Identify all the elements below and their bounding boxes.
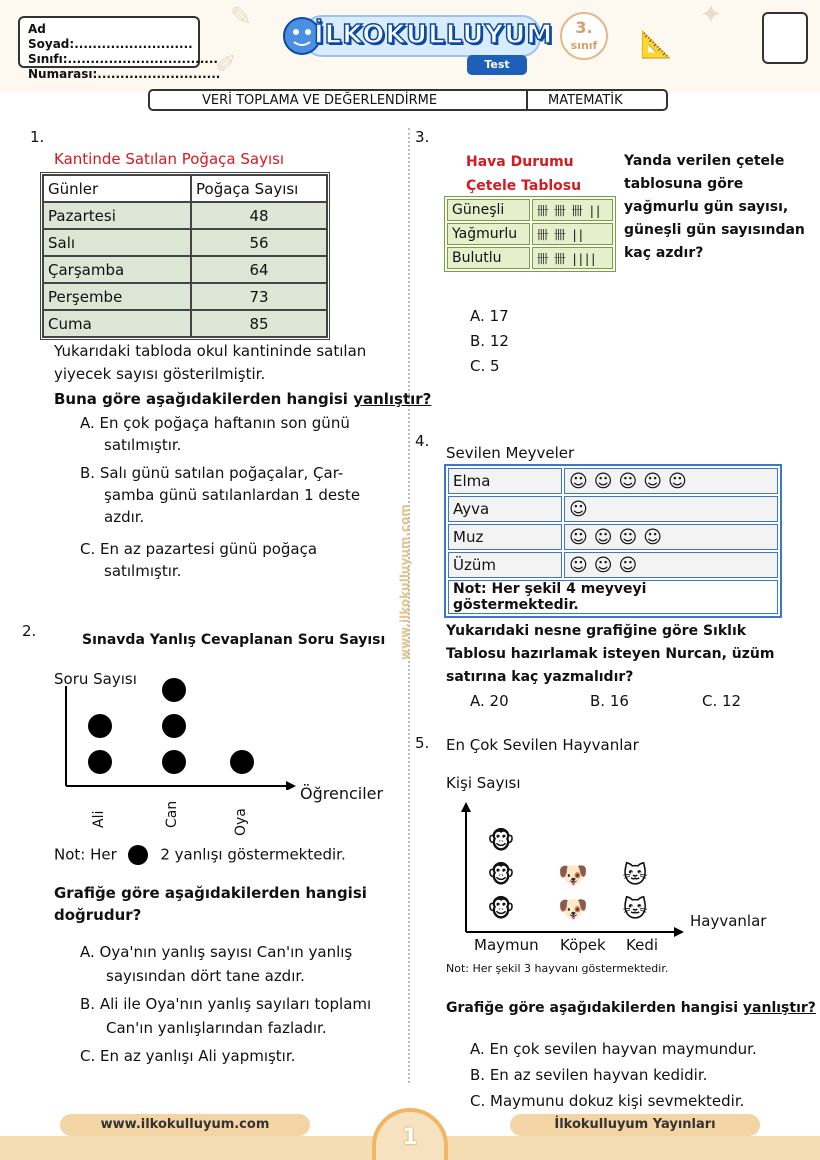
q3-title-line: Çetele Tablosu: [466, 178, 582, 194]
footer-website-link[interactable]: www.ilkokulluyum.com: [60, 1114, 310, 1136]
option-text: azdır.: [104, 508, 145, 526]
animal-label: Maymun: [474, 936, 539, 954]
q1-table: [40, 172, 330, 340]
question-4-number: 4.: [415, 432, 430, 450]
dot-mark-can: [162, 678, 186, 702]
fruit-row: [448, 552, 778, 578]
animal-mark-köpek-icon: 🐶: [558, 895, 588, 923]
q3-question-line: Yanda verilen çetele: [624, 153, 785, 169]
q4-pictograph-table: [444, 464, 782, 618]
q2-note: [54, 845, 346, 865]
question-1-number: 1.: [30, 128, 45, 146]
tally-row: [447, 199, 613, 221]
q4-note: Not: Her şekil 4 meyveyi göstermektedir.: [448, 580, 778, 614]
q2-chart-title: Sınavda Yanlış Cevaplanan Soru Sayısı: [82, 632, 386, 648]
question-3-number: 3.: [415, 128, 430, 146]
student-label-ali: Ali: [91, 810, 107, 828]
day-cell: Perşembe: [43, 283, 191, 310]
animal-mark-kedi-icon: 🐱: [622, 861, 648, 889]
q2-question-line: Grafiğe göre aşağıdakilerden hangisi: [54, 884, 367, 902]
value-cell: 48: [191, 202, 327, 229]
q5-y-label: Kişi Sayısı: [446, 774, 521, 792]
weather-label: Bulutlu: [447, 247, 530, 269]
subject-title: VERİ TOPLAMA VE DEĞERLENDİRME: [202, 93, 438, 108]
q1-option-c[interactable]: [80, 538, 317, 582]
table-header-row: [43, 175, 327, 202]
tally-marks: 卌 卌 ||: [532, 223, 613, 245]
q2-y-label: Soru Sayısı: [54, 670, 137, 688]
name-field[interactable]: Ad Soyad:..........................: [28, 22, 193, 51]
dot-mark-oya: [230, 750, 254, 774]
ruler-doodle-icon: 📐: [640, 30, 673, 60]
book-doodle-icon: ✐: [215, 50, 237, 80]
q4-question: [446, 620, 774, 689]
q3-option-b[interactable]: B. 12: [470, 332, 509, 350]
option-text: C. En az yanlışı Ali yapmıştır.: [80, 1047, 296, 1065]
student-label-oya: Oya: [233, 808, 249, 836]
class-field[interactable]: Sınıfı:.................................: [28, 52, 218, 66]
day-cell: Salı: [43, 229, 191, 256]
footer-publisher: İlkokulluyum Yayınları: [510, 1114, 760, 1136]
q5-option-b[interactable]: B. En az sevilen hayvan kedidir.: [470, 1066, 708, 1084]
number-field[interactable]: Numarası:...........................: [28, 67, 221, 81]
question-2-number: 2.: [22, 622, 37, 640]
option-text: satılmıştır.: [104, 562, 182, 580]
dot-mark-ali: [88, 750, 112, 774]
table-row: [43, 256, 327, 283]
animal-label: Köpek: [560, 936, 606, 954]
q3-title: [466, 150, 581, 198]
dot-legend-icon: [128, 845, 148, 865]
q3-option-c[interactable]: C. 5: [470, 357, 500, 375]
x-axis-arrow-icon: [674, 927, 684, 937]
q5-title: En Çok Sevilen Hayvanlar: [446, 736, 639, 754]
smiley-faces: ☺☺☺☺☺: [564, 468, 778, 494]
note-row: [448, 580, 778, 614]
smiley-faces: ☺☺☺: [564, 552, 778, 578]
q1-option-b[interactable]: [80, 462, 360, 528]
table-row: [43, 202, 327, 229]
q5-option-c[interactable]: C. Maymunu dokuz kişi sevmektedir.: [470, 1092, 745, 1110]
day-cell: Pazartesi: [43, 202, 191, 229]
fruit-label: Üzüm: [448, 552, 562, 578]
student-label-can: Can: [164, 800, 180, 828]
value-cell: 85: [191, 310, 327, 337]
value-cell: 64: [191, 256, 327, 283]
score-box: [762, 12, 808, 64]
animal-mark-kedi-icon: 🐱: [622, 895, 648, 923]
option-text: B. Ali ile Oya'nın yanlış sayıları toplamı: [80, 995, 372, 1013]
q1-table-title: Kantinde Satılan Poğaça Sayısı: [54, 150, 285, 168]
option-text: satılmıştır.: [104, 436, 182, 454]
weather-label: Yağmurlu: [447, 223, 530, 245]
q2-option-a[interactable]: [80, 940, 352, 988]
q2-note-lead: Not: Her: [54, 845, 117, 864]
dot-mark-can: [162, 750, 186, 774]
q1-question-lead: Buna göre aşağıdakilerden hangisi: [54, 390, 354, 408]
animal-mark-maymun-icon: 🐵: [487, 827, 515, 855]
tally-row: [447, 223, 613, 245]
dot-mark-ali: [88, 714, 112, 738]
smiley-faces: ☺☺☺☺: [564, 524, 778, 550]
weather-label: Güneşli: [447, 199, 530, 221]
q5-option-a[interactable]: A. En çok sevilen hayvan maymundur.: [470, 1040, 757, 1058]
q4-option-c[interactable]: C. 12: [702, 692, 742, 710]
q2-x-label: Öğrenciler: [300, 784, 384, 803]
option-text: B. Salı günü satılan poğaçalar, Çar-: [80, 464, 344, 482]
star-doodle-icon: ✦: [700, 0, 722, 30]
q2-option-c[interactable]: [80, 1044, 295, 1068]
value-cell: 56: [191, 229, 327, 256]
q5-question-key: yanlıştır?: [742, 1000, 816, 1016]
grade-label: sınıf: [570, 39, 598, 52]
q4-option-a[interactable]: A. 20: [470, 692, 509, 710]
option-text: A. En çok poğaça haftanın son günü: [80, 414, 350, 432]
q1-text-line: yiyecek sayısı gösterilmiştir.: [54, 365, 266, 383]
q2-option-b[interactable]: [80, 992, 371, 1040]
q3-question-line: kaç azdır?: [624, 245, 704, 261]
dot-mark-can: [162, 714, 186, 738]
q5-question-lead: Grafiğe göre aşağıdakilerden hangisi: [446, 1000, 743, 1016]
question-5-number: 5.: [415, 734, 430, 752]
q3-tally-table: [444, 196, 616, 272]
subject-bar: [148, 89, 668, 111]
q3-option-a[interactable]: A. 17: [470, 307, 509, 325]
q3-title-line: Hava Durumu: [466, 154, 574, 170]
q4-option-b[interactable]: B. 16: [590, 692, 629, 710]
option-text: A. Oya'nın yanlış sayısı Can'ın yanlış: [80, 943, 353, 961]
fruit-label: Elma: [448, 468, 562, 494]
watermark: www.ilkokulluyum.com: [398, 504, 412, 660]
table-row: [43, 229, 327, 256]
fruit-row: [448, 524, 778, 550]
smiley-faces: ☺: [564, 496, 778, 522]
q4-title: Sevilen Meyveler: [446, 444, 575, 462]
q5-x-label: Hayvanlar: [690, 912, 767, 930]
q3-question-line: yağmurlu gün sayısı,: [624, 199, 789, 215]
table-row: [43, 283, 327, 310]
q1-option-a[interactable]: [80, 412, 350, 456]
q1-description: [54, 340, 366, 386]
fruit-row: [448, 468, 778, 494]
tally-row: [447, 247, 613, 269]
q3-question-line: güneşli gün sayısından: [624, 222, 805, 238]
q3-question-line: tablosuna göre: [624, 176, 744, 192]
subject-divider: [526, 91, 528, 109]
test-badge: Test: [467, 55, 527, 75]
option-text: şamba günü satılanlardan 1 deste: [104, 486, 361, 504]
day-cell: Çarşamba: [43, 256, 191, 283]
course-title: MATEMATİK: [548, 93, 623, 108]
header-count: Poğaça Sayısı: [191, 175, 327, 202]
grade-badge: [560, 12, 608, 60]
animal-mark-köpek-icon: 🐶: [558, 861, 588, 889]
q2-question: [54, 882, 367, 926]
q1-text-line: Yukarıdaki tabloda okul kantininde satılan: [54, 342, 367, 360]
q4-question-line: Yukarıdaki nesne grafiğine göre Sıklık: [446, 623, 747, 639]
tally-marks: 卌 卌 ||||: [532, 247, 613, 269]
tally-marks: 卌 卌 卌 ||: [532, 199, 613, 221]
q4-question-line: Tablosu hazırlamak isteyen Nurcan, üzüm: [446, 646, 775, 662]
q4-question-line: satırına kaç yazmalıdır?: [446, 669, 634, 685]
logo-text: İLKOKULLUYUM: [314, 20, 554, 50]
q2-question-line: doğrudur?: [54, 906, 142, 924]
q3-question: [624, 150, 805, 265]
fruit-row: [448, 496, 778, 522]
option-text: sayısından dört tane azdır.: [106, 967, 305, 985]
q1-question-key: yanlıştır?: [353, 390, 432, 408]
animal-mark-maymun-icon: 🐵: [487, 861, 515, 889]
day-cell: Cuma: [43, 310, 191, 337]
fruit-label: Ayva: [448, 496, 562, 522]
page-number-badge: 1: [372, 1108, 448, 1160]
table-row: [43, 310, 327, 337]
q5-question: [446, 1000, 816, 1016]
fruit-label: Muz: [448, 524, 562, 550]
header-days: Günler: [43, 175, 191, 202]
q5-note: Not: Her şekil 3 hayvanı göstermektedir.: [446, 962, 669, 975]
student-info-box: [18, 16, 221, 81]
animal-mark-maymun-icon: 🐵: [487, 895, 515, 923]
q2-note-tail: 2 yanlışı göstermektedir.: [160, 845, 346, 864]
y-axis-arrow-icon: [461, 802, 471, 812]
option-text: Can'ın yanlışlarından fazladır.: [106, 1019, 327, 1037]
x-axis-arrow-icon: [286, 781, 296, 790]
q1-question: [54, 390, 431, 408]
grade-number: 3.: [575, 18, 593, 37]
animal-label: Kedi: [626, 936, 659, 954]
value-cell: 73: [191, 283, 327, 310]
option-text: C. En az pazartesi günü poğaça: [80, 540, 318, 558]
pencil-doodle-icon: ✎: [230, 2, 252, 32]
